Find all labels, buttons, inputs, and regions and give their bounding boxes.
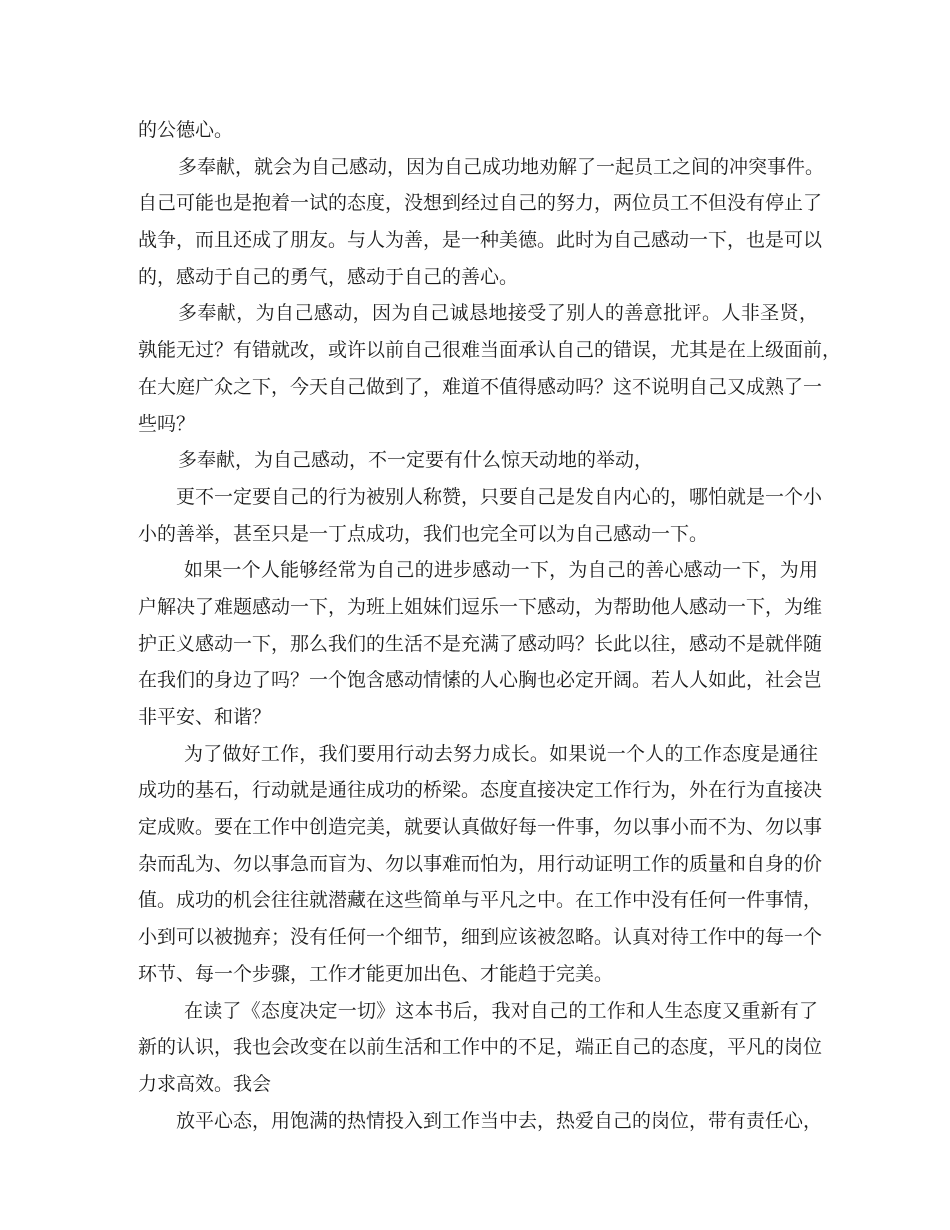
text-line-16: 在我们的身边了吗？一个饱含感动情愫的人心胸也必定开阔。若人人如此，社会岂 — [138, 669, 823, 692]
text-line-27: 力求高效。我会 — [138, 1072, 272, 1095]
text-line-7: 孰能无过？有错就改，或许以前自己很难当面承认自己的错误，尤其是在上级面前， — [138, 339, 842, 362]
text-line-6: 多奉献，为自己感动，因为自己诚恳地接受了别人的善意批评。人非圣贤， — [178, 302, 818, 325]
text-line-10: 多奉献，为自己感动，不一定要有什么惊天动地的举动， — [178, 449, 654, 472]
text-line-21: 杂而乱为、勿以事急而盲为、勿以事难而怕为，用行动证明工作的质量和自身的价 — [138, 852, 823, 875]
text-line-2: 多奉献，就会为自己感动，因为自己成功地劝解了一起员工之间的冲突事件。 — [178, 155, 825, 178]
text-line-12: 小的善举，甚至只是一丁点成功，我们也完全可以为自己感动一下。 — [138, 522, 709, 545]
text-line-9: 些吗？ — [138, 412, 196, 435]
text-line-8: 在大庭广众之下，今天自己做到了，难道不值得感动吗？这不说明自己又成熟了一 — [138, 375, 823, 398]
text-line-18: 为了做好工作，我们要用行动去努力成长。如果说一个人的工作态度是通往 — [184, 742, 818, 765]
text-line-3: 自己可能也是抱着一试的态度，没想到经过自己的努力，两位员工不但没有停止了 — [138, 192, 823, 215]
text-line-17: 非平安、和谐？ — [138, 706, 272, 728]
document-body — [138, 112, 842, 1139]
text-line-15: 护正义感动一下，那么我们的生活不是充满了感动吗？长此以往，感动不是就伴随 — [138, 632, 823, 655]
text-line-28: 放平心态，用饱满的热情投入到工作当中去，热爱自己的岗位，带有责任心， — [176, 1109, 823, 1132]
text-line-1: 的公德心。 — [138, 119, 234, 141]
text-line-5: 的，感动于自己的勇气，感动于自己的善心。 — [138, 265, 519, 288]
text-line-24: 环节、每一个步骤，工作才能更加出色、才能趋于完美。 — [138, 962, 614, 985]
text-line-26: 新的认识，我也会改变在以前生活和工作中的不足，端正自己的态度，平凡的岗位 — [138, 1036, 823, 1059]
text-line-25: 在读了《态度决定一切》这本书后，我对自己的工作和人生态度又重新有了 — [184, 999, 818, 1022]
text-line-19: 成功的基石，行动就是通往成功的桥梁。态度直接决定工作行为，外在行为直接决 — [138, 779, 823, 802]
text-line-13: 如果一个人能够经常为自己的进步感动一下，为自己的善心感动一下，为用 — [184, 559, 818, 582]
text-line-22: 值。成功的机会往往就潜藏在这些简单与平凡之中。在工作中没有任何一件事情， — [138, 889, 823, 912]
text-line-23: 小到可以被抛弃；没有任何一个细节，细到应该被忽略。认真对待工作中的每一个 — [138, 926, 823, 949]
text-line-14: 户解决了难题感动一下，为班上姐妹们逗乐一下感动，为帮助他人感动一下，为维 — [138, 595, 823, 618]
text-line-4: 战争，而且还成了朋友。与人为善，是一种美德。此时为自己感动一下，也是可以 — [138, 229, 823, 252]
text-line-11: 更不一定要自己的行为被别人称赞，只要自己是发自内心的，哪怕就是一个小 — [176, 485, 823, 508]
text-line-20: 定成败。要在工作中创造完美，就要认真做好每一件事，勿以事小而不为、勿以事 — [138, 816, 823, 839]
